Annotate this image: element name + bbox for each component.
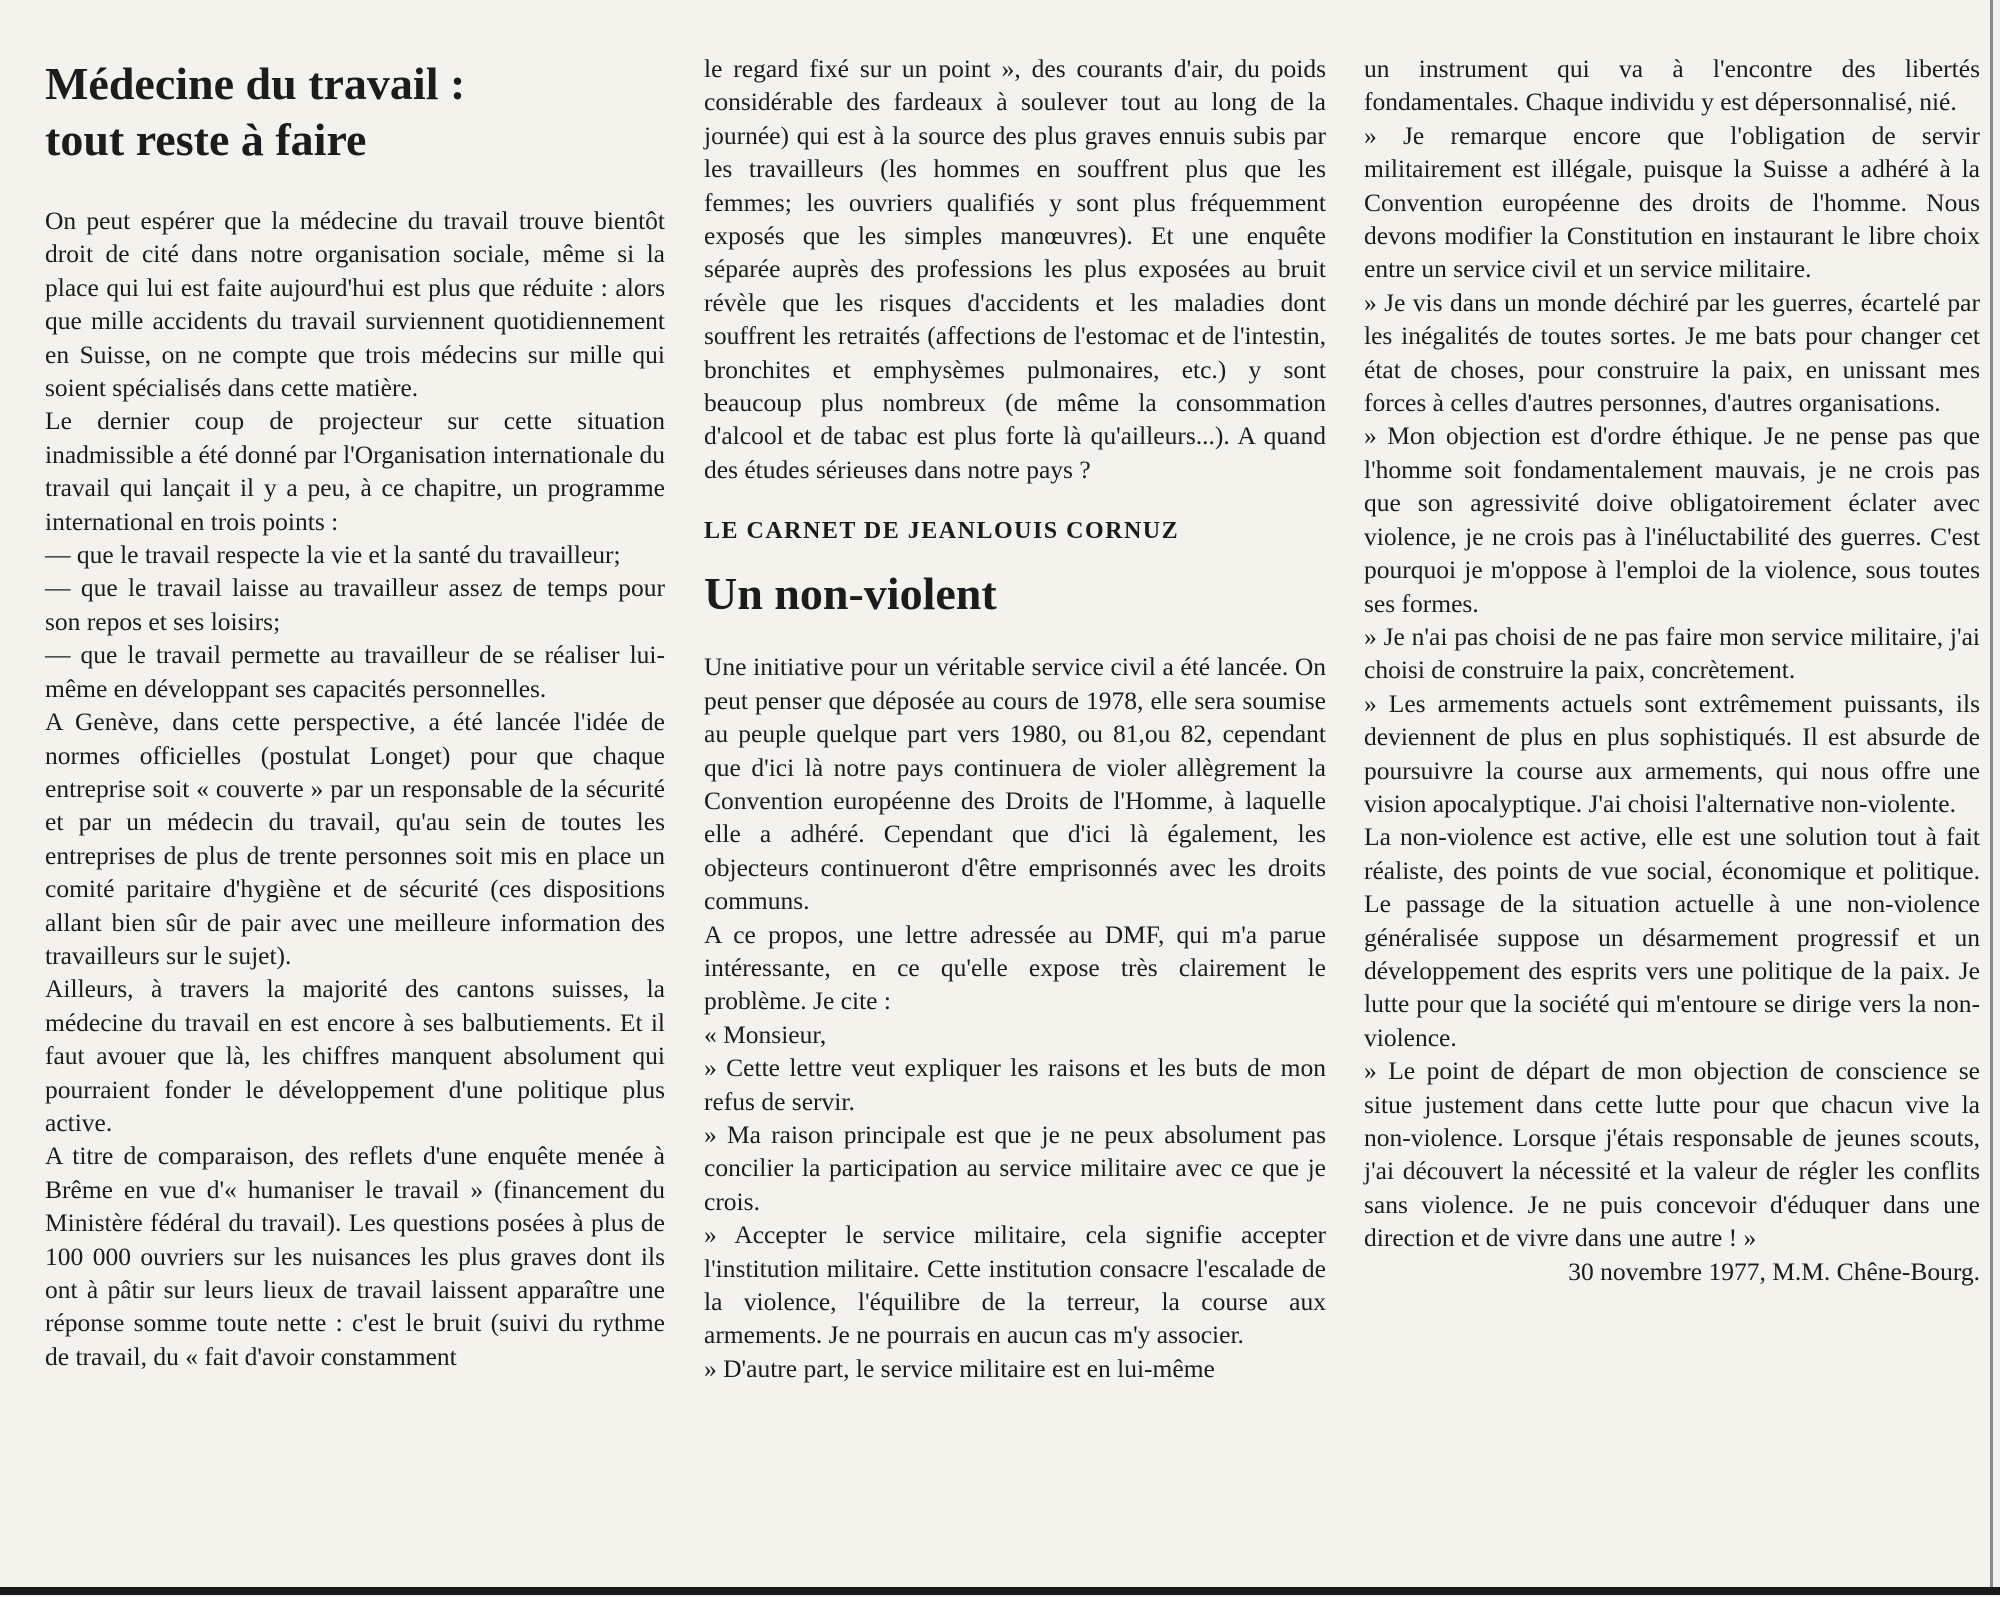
article-1-title	[45, 56, 665, 168]
article-2-paragraph: un instrument qui va à l'encontre des libertés fondamentales. Chaque individu y est dépersonnalisé, nié.	[1364, 54, 1980, 117]
column-2	[704, 52, 1326, 1385]
article-2-paragraph: » Je remarque encore que l'obligation de servir militairement est illégale, puisque la Suisse a adhéré à la Convention européenne des droits de l'homme. Nous devons modifier la Constitution en instaurant le libre choix entre un service civil et un service militaire.	[1364, 120, 1980, 284]
article-1-continuation: le regard fixé sur un point », des courants d'air, du poids considérable des fardeaux à soulever tout au long de la journée) qui est à la source des plus graves ennuis subis par les travailleurs (les hommes en souffrent plus que les femmes; les ouvriers qualifiés y sont plus fréquemment exposés que les simples manœuvres). Et une enquête séparée auprès des professions les plus exposées au bruit révèle que les risques d'accidents et les maladies dont souffrent les retraités (affections de l'estomac et de l'intestin, bronchites et emphysèmes pulmonaires, etc.) y sont beaucoup plus nombreux (de même la consommation d'alcool et de tabac est plus forte là qu'ailleurs...). A quand des études sérieuses dans notre pays ?	[704, 54, 1326, 484]
article-1-title-line-2: tout reste à faire	[45, 114, 367, 165]
bottom-edge-rule	[0, 1587, 2000, 1595]
article-2-paragraph: » Mon objection est d'ordre éthique. Je ne pense pas que l'homme soit fondamentalement mauvais, je ne crois pas que son agressivité doive obligatoirement éclater avec violence, je ne crois pas à l'inéluctabilité des guerres. C'est pourquoi je m'oppose à l'emploi de la violence, sous toutes ses formes.	[1364, 421, 1980, 618]
article-1-paragraph: A Genève, dans cette perspective, a été lancée l'idée de normes officielles (postulat Longet) pour que chaque entreprise soit « couverte » par un responsable de la sécurité et par un médecin du travail, qu'au sein de toutes les entreprises de plus de trente personnes soit mis en place un comité paritaire d'hygiène et de sécurité (ces dispositions allant bien sûr de pair avec une meilleure information des travailleurs sur le sujet).	[45, 707, 665, 970]
article-1-paragraph: A titre de comparaison, des reflets d'une enquête menée à Brême en vue d'« humaniser le travail » (financement du Ministère fédéral du travail). Les questions posées à plus de 100 000 ouvriers sur les nuisances les plus graves dont ils ont à pâtir sur leurs lieux de travail laissent apparaître une réponse somme toute nette : c'est le bruit (suivi du rythme de travail, du « fait d'avoir constamment	[45, 1141, 665, 1371]
column-1	[45, 56, 665, 1373]
article-2-paragraph: » Ma raison principale est que je ne peux absolument pas concilier la participation au service militaire avec ce que je crois.	[704, 1119, 1326, 1216]
article-1-paragraph: Le dernier coup de projecteur sur cette situation inadmissible a été donné par l'Organisation internationale du travail qui lançait il y a peu, à ce chapitre, un programme international en trois points :	[45, 406, 665, 536]
column-3	[1364, 52, 1980, 1288]
right-edge-rule	[1990, 0, 1993, 1590]
article-2-paragraph: » Accepter le service militaire, cela signifie accepter l'institution militaire. Cette institution consacre l'escalade de la violence, l'équilibre de la terreur, la course aux armements. Je ne pourrais en aucun cas m'y associer.	[704, 1220, 1326, 1350]
article-2-signature: 30 novembre 1977, M.M. Chêne-Bourg.	[1568, 1256, 1980, 1286]
article-1-paragraph: On peut espérer que la médecine du travail trouve bientôt droit de cité dans notre organisation sociale, même si la place qui lui est faite aujourd'hui est plus que réduite : alors que mille accidents du travail surviennent quotidiennement en Suisse, on ne compte que trois médecins sur mille qui soient spécialisés dans cette matière.	[45, 206, 665, 403]
article-1-paragraph: Ailleurs, à travers la majorité des cantons suisses, la médecine du travail en est encore à ses balbutiements. Et il faut avouer que là, les chiffres manquent absolument qui pourraient fonder le développement d'une politique plus active.	[45, 974, 665, 1137]
article-1-title-line-1: Médecine du travail :	[45, 58, 466, 109]
article-2-paragraph: » D'autre part, le service militaire est en lui-même	[704, 1353, 1215, 1383]
article-2-paragraph: La non-violence est active, elle est une solution tout à fait réaliste, des points de vue social, économique et politique. Le passage de la situation actuelle à une non-violence généralisée suppose un désarmement progressif et un développement des esprits vers une politique de la paix. Je lutte pour que la société qui m'entoure se dirige vers la non-violence.	[1364, 822, 1980, 1052]
article-2-paragraph: Une initiative pour un véritable service civil a été lancée. On peut penser que déposée au cours de 1978, elle sera soumise au peuple quelque part vers 1980, ou 81,ou 82, cependant que d'ici là notre pays continuera de violer allègrement la Convention européenne des Droits de l'Homme, à laquelle elle a adhéré. Cependant que d'ici là également, les objecteurs continueront d'être emprisonnés avec les droits communs.	[704, 652, 1326, 916]
article-2-paragraph: » Je vis dans un monde déchiré par les guerres, écartelé par les inégalités de toutes sortes. Je me bats pour changer cet état de choses, pour construire la paix, en unissant mes forces à celles d'autres personnes, d'autres organisations.	[1364, 287, 1980, 418]
article-2-paragraph: « Monsieur,	[704, 1019, 827, 1049]
article-2-paragraph: » Les armements actuels sont extrêmement puissants, ils deviennent de plus en plus sophistiqués. Il est absurde de poursuivre la course aux armements, qui nous offre une vision apocalyptique. J'ai choisi l'alternative non-violente.	[1364, 688, 1980, 818]
article-1-list-item: — que le travail respecte la vie et la santé du travailleur;	[45, 540, 621, 570]
article-1-list-item: — que le travail permette au travailleur de se réaliser lui-même en développant ses capacités personnelles.	[45, 640, 665, 703]
article-1-list-item: — que le travail laisse au travailleur assez de temps pour son repos et ses loisirs;	[45, 573, 665, 636]
article-2-paragraph: » Cette lettre veut expliquer les raisons et les buts de mon refus de servir.	[704, 1053, 1326, 1116]
article-2-paragraph: A ce propos, une lettre adressée au DMF, qui m'a parue intéressante, en ce qu'elle expose très clairement le problème. Je cite :	[704, 919, 1326, 1016]
article-2-paragraph: » Je n'ai pas choisi de ne pas faire mon service militaire, j'ai choisi de construire la paix, concrètement.	[1364, 621, 1980, 685]
article-2-title: Un non-violent	[704, 568, 997, 620]
article-2-paragraph: » Le point de départ de mon objection de conscience se situe justement dans cette lutte pour que chacun vive la non-violence. Lorsque j'étais responsable de jeunes scouts, j'ai découvert la nécessité et la valeur de régler les conflits sans violence. Je ne puis concevoir d'éduquer dans une direction et de vivre dans une autre ! »	[1364, 1056, 1980, 1253]
article-2-kicker: LE CARNET DE JEANLOUIS CORNUZ	[704, 518, 1180, 545]
